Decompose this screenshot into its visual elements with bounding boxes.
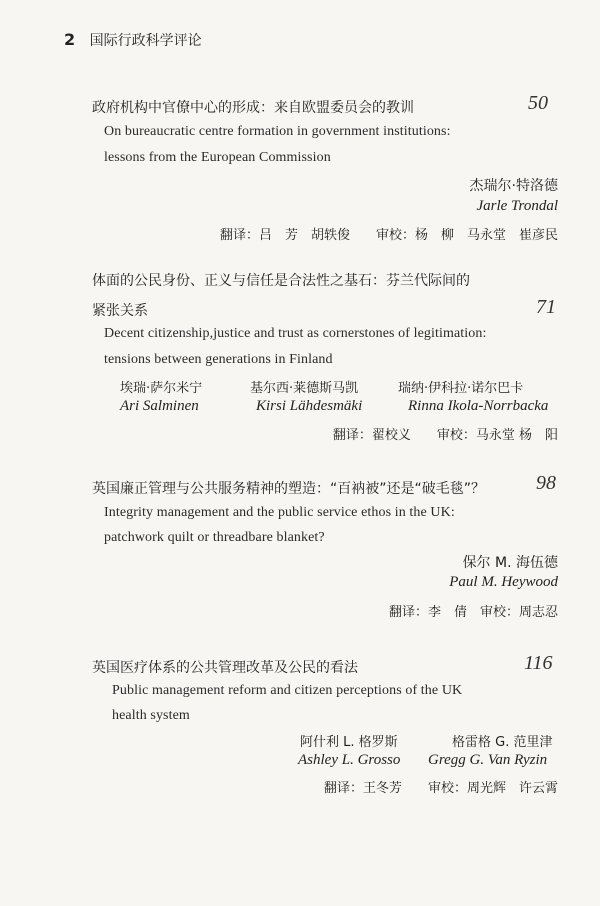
entry-1-en-line1: On bureaucratic centre formation in government institutions: bbox=[104, 124, 451, 139]
entry-1-author-zh: 杰瑞尔·特洛德 bbox=[469, 178, 558, 194]
entry-4-en-line2: health system bbox=[112, 708, 190, 723]
entry-1-en-line2: lessons from the European Commission bbox=[104, 150, 331, 165]
entry-4-author-en-1: Ashley L. Grosso bbox=[298, 752, 401, 768]
journal-title: 国际行政科学评论 bbox=[89, 33, 202, 49]
entry-3-zh-title: 英国廉正管理与公共服务精神的塑造：“百衲被”还是“破毛毯”？ bbox=[92, 481, 486, 497]
entry-2-author-zh-3: 瑞纳·伊科拉·诺尔巴卡 bbox=[398, 381, 524, 396]
entry-2-en-line1: Decent citizenship,justice and trust as cornerstones of legitimation: bbox=[104, 326, 487, 341]
entry-2-credits: 翻译：翟校义 审校：马永堂 杨 阳 bbox=[332, 428, 558, 443]
entry-4-author-en-2: Gregg G. Van Ryzin bbox=[428, 752, 548, 768]
entry-2-page: 71 bbox=[536, 296, 556, 318]
entry-1-credits: 翻译：吕 芳 胡轶俊 审校：杨 柳 马永堂 崔彦民 bbox=[219, 228, 558, 243]
entry-4-author-zh-1: 阿什利 L. 格罗斯 bbox=[300, 735, 398, 750]
entry-2-author-en-2: Kirsi Lähdesmäki bbox=[256, 398, 363, 414]
entry-2-en-line2: tensions between generations in Finland bbox=[104, 352, 333, 367]
entry-3-credits: 翻译：李 倩 审校：周志忍 bbox=[388, 605, 558, 620]
entry-2-author-en-3: Rinna Ikola-Norrbacka bbox=[408, 398, 549, 414]
entry-2-author-en-1: Ari Salminen bbox=[120, 398, 199, 414]
entry-2-author-zh-2: 基尔西·莱德斯马凯 bbox=[250, 381, 359, 396]
page-number: 2 bbox=[64, 30, 76, 49]
entry-1-author-en: Jarle Trondal bbox=[476, 198, 558, 214]
entry-2-zh-title-line1: 体面的公民身份、正义与信任是合法性之基石：芬兰代际间的 bbox=[92, 273, 470, 289]
entry-2-zh-title-line2: 紧张关系 bbox=[92, 303, 148, 319]
entry-2-author-zh-1: 埃瑞·萨尔米宁 bbox=[120, 381, 203, 396]
entry-4-zh-title: 英国医疗体系的公共管理改革及公民的看法 bbox=[92, 660, 358, 676]
entry-4-en-line1: Public management reform and citizen perceptions of the UK bbox=[112, 683, 463, 698]
entry-4-page: 116 bbox=[524, 652, 553, 674]
entry-3-author-zh: 保尔 M. 海伍德 bbox=[462, 555, 558, 571]
entry-3-en-line1: Integrity management and the public service ethos in the UK: bbox=[104, 505, 455, 520]
running-header bbox=[64, 30, 202, 50]
entry-3-author-en: Paul M. Heywood bbox=[449, 574, 558, 590]
entry-1-zh-title: 政府机构中官僚中心的形成：来自欧盟委员会的教训 bbox=[92, 100, 414, 116]
entry-1-page: 50 bbox=[528, 92, 548, 114]
entry-4-credits: 翻译：王冬芳 审校：周光辉 许云霄 bbox=[323, 781, 558, 796]
entry-4-author-zh-2: 格雷格 G. 范里津 bbox=[452, 735, 553, 750]
entry-3-en-line2: patchwork quilt or threadbare blanket? bbox=[104, 530, 325, 545]
entry-3-page: 98 bbox=[536, 472, 556, 494]
